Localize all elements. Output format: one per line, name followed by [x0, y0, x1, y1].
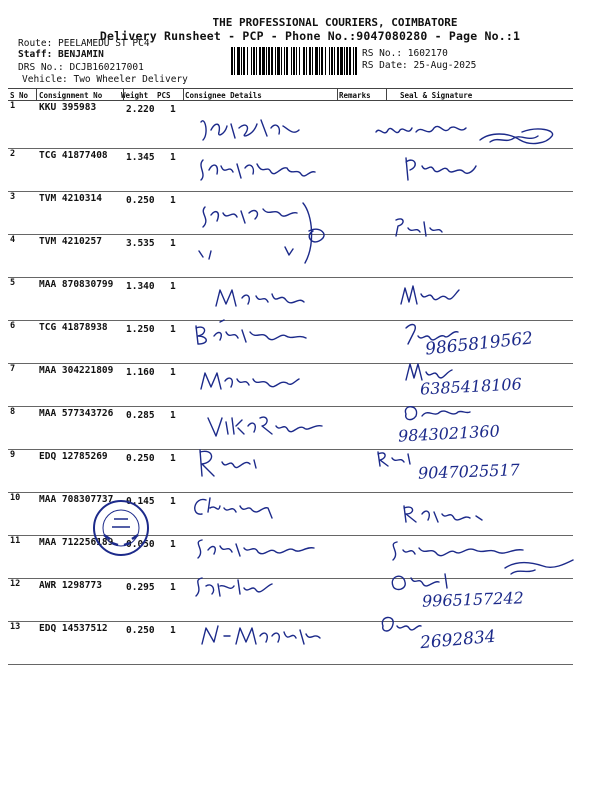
- consignee-signature-11: [190, 532, 330, 562]
- recipient-signature-2: [400, 152, 480, 184]
- vehicle-label: Vehicle: Two Wheeler Delivery: [22, 74, 188, 85]
- consignee-signature-9: [192, 444, 272, 480]
- runsheet-title: Delivery Runsheet - PCP - Phone No.:9047080280 - Page No.:1: [99, 29, 521, 43]
- consignee-signature-10: [188, 492, 298, 522]
- row-consignment-no: AWR 1298773: [39, 580, 102, 591]
- row-consignment-no: MAA 577343726: [39, 408, 114, 419]
- row-weight: 0.285: [126, 410, 155, 421]
- company-name: THE PROFESSIONAL COURIERS, COIMBATORE: [212, 16, 458, 29]
- consignee-signature-7: [195, 365, 305, 395]
- row-serial: 5: [10, 278, 16, 288]
- row-consignment-no: MAA 712256189: [39, 537, 114, 548]
- consignee-signature-2: [195, 152, 335, 187]
- row-serial: 11: [10, 536, 21, 546]
- row-pcs: 1: [170, 496, 176, 507]
- row-weight: 3.535: [126, 238, 155, 249]
- rs-number: RS No.: 1602170: [362, 48, 448, 59]
- col-header-pcs: PCS: [157, 91, 171, 100]
- row-serial: 7: [10, 364, 16, 374]
- row-weight: 1.250: [126, 324, 155, 335]
- row-serial: 12: [10, 579, 21, 589]
- drs-number: DRS No.: DCJB160217001: [18, 62, 144, 73]
- row-consignment-no: TVM 4210314: [39, 193, 102, 204]
- row-serial: 1: [10, 101, 16, 111]
- phone-handwritten-6: 9865819562: [424, 328, 534, 360]
- row-pcs: 1: [170, 324, 176, 335]
- consignee-signature-3-4: [195, 195, 330, 267]
- row-consignment-no: KKU 395983: [39, 102, 97, 113]
- col-header-signature: Seal & Signature: [400, 91, 473, 100]
- phone-handwritten-13: 2692834: [419, 626, 497, 654]
- row-pcs: 1: [170, 367, 176, 378]
- row-weight: 0.145: [126, 496, 155, 507]
- recipient-signature-9: [372, 448, 422, 470]
- col-header-consignment: Consignment No: [39, 91, 103, 100]
- row-serial: 2: [10, 149, 16, 159]
- row-pcs: 1: [170, 453, 176, 464]
- recipient-signature-5: [395, 280, 465, 308]
- row-consignment-no: TVM 4210257: [39, 236, 102, 247]
- barcode-image: [231, 47, 357, 75]
- row-pcs: 1: [170, 104, 176, 115]
- row-consignment-no: TCG 41877408: [39, 150, 108, 161]
- phone-handwritten-7: 6385418106: [419, 374, 523, 399]
- recipient-signature-10: [398, 500, 488, 526]
- recipient-signature-3: [390, 214, 450, 240]
- col-header-sno: S No: [10, 91, 29, 100]
- col-header-consignee: Consignee Details: [185, 91, 262, 100]
- row-weight: 1.340: [126, 281, 155, 292]
- row-serial: 9: [10, 450, 16, 460]
- row-pcs: 1: [170, 195, 176, 206]
- row-consignment-no: MAA 708307737: [39, 494, 114, 505]
- phone-handwritten-12: 9965157242: [421, 588, 525, 611]
- row-pcs: 1: [170, 281, 176, 292]
- row-weight: 1.160: [126, 367, 155, 378]
- route-label: Route: PEELAMEDU ST PC4: [18, 38, 150, 49]
- consignee-signature-5: [210, 282, 320, 312]
- consignee-signature-8: [202, 410, 332, 440]
- company-stamp: [90, 497, 152, 559]
- staff-label: Staff: BENJAMIN: [18, 49, 104, 60]
- consignee-signature-12: [190, 572, 280, 600]
- row-pcs: 1: [170, 625, 176, 636]
- row-consignment-no: MAA 304221809: [39, 365, 114, 376]
- row-weight: 0.250: [126, 453, 155, 464]
- row-weight: 2.220: [126, 104, 155, 115]
- row-weight: 0.250: [126, 625, 155, 636]
- row-consignment-no: TCG 41878938: [39, 322, 108, 333]
- row-serial: 4: [10, 235, 16, 245]
- col-header-weight: Weight: [121, 91, 149, 100]
- row-serial: 6: [10, 321, 16, 331]
- consignee-signature-13: [196, 620, 326, 650]
- consignee-signature-6: [190, 318, 320, 348]
- row-serial: 3: [10, 192, 16, 202]
- row-serial: 13: [10, 622, 21, 632]
- row-weight: 0.295: [126, 582, 155, 593]
- rs-date: RS Date: 25-Aug-2025: [362, 60, 477, 71]
- row-weight: 0.050: [126, 539, 155, 550]
- row-serial: 10: [10, 493, 21, 503]
- row-pcs: 1: [170, 539, 176, 550]
- row-pcs: 1: [170, 582, 176, 593]
- phone-handwritten-9: 9047025517: [417, 460, 521, 483]
- row-pcs: 1: [170, 410, 176, 421]
- col-header-remarks: Remarks: [339, 91, 371, 100]
- row-pcs: 1: [170, 152, 176, 163]
- row-consignment-no: MAA 870830799: [39, 279, 114, 290]
- row-consignment-no: EDQ 12785269: [39, 451, 108, 462]
- consignee-signature-1: [195, 112, 315, 147]
- row-weight: 0.250: [126, 195, 155, 206]
- phone-handwritten-8: 9843021360: [397, 421, 501, 446]
- recipient-signature-13: [375, 612, 425, 638]
- row-consignment-no: EDQ 14537512: [39, 623, 108, 634]
- row-pcs: 1: [170, 238, 176, 249]
- row-serial: 8: [10, 407, 16, 417]
- row-weight: 1.345: [126, 152, 155, 163]
